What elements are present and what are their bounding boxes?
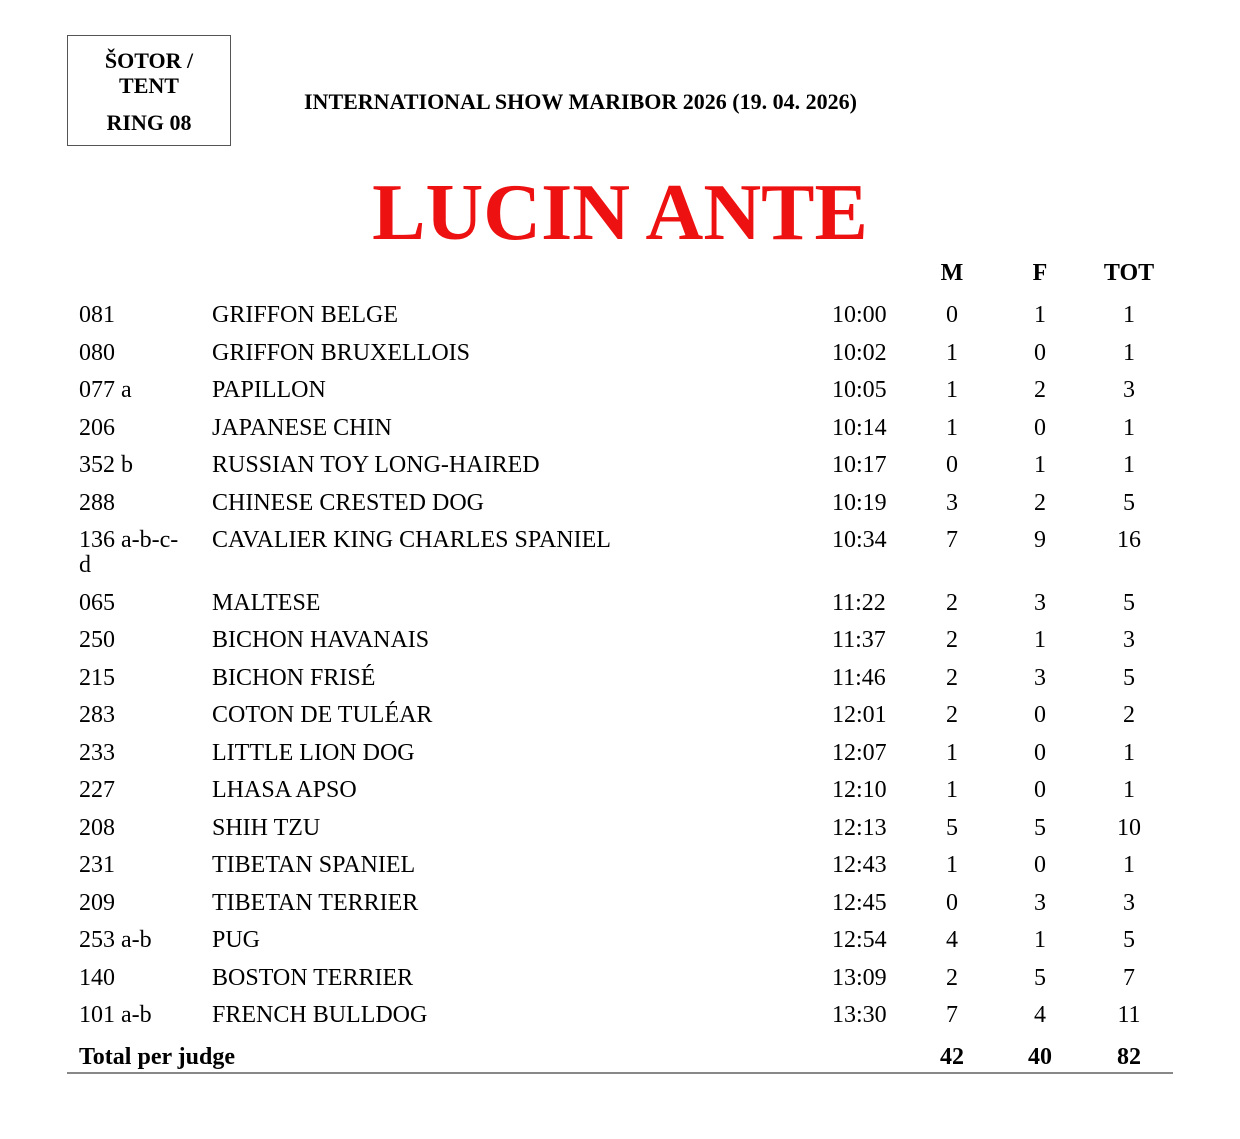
- breed-number: 077 a: [79, 377, 132, 403]
- judging-time: 12:54: [832, 927, 887, 953]
- total-count: 1: [1123, 302, 1135, 328]
- females-count: 1: [1034, 452, 1046, 478]
- breed-name: JAPANESE CHIN: [212, 415, 392, 441]
- show-title: INTERNATIONAL SHOW MARIBOR 2026 (19. 04. 2026): [304, 89, 857, 114]
- breed-number: 250: [79, 627, 115, 653]
- column-header-females: F: [1032, 260, 1048, 286]
- judging-time: 11:37: [832, 627, 886, 653]
- breed-name: GRIFFON BELGE: [212, 302, 399, 328]
- breed-name: BICHON FRISÉ: [212, 665, 376, 691]
- breed-number: 081: [79, 302, 115, 328]
- ring-box-tent-label: ŠOTOR /: [104, 48, 194, 73]
- breed-name: RUSSIAN TOY LONG-HAIRED: [212, 452, 540, 478]
- breed-name: PUG: [212, 927, 261, 953]
- females-count: 0: [1034, 740, 1046, 766]
- males-count: 5: [946, 815, 958, 841]
- judging-time: 12:10: [832, 777, 887, 803]
- breed-number: 101 a-b: [79, 1002, 152, 1028]
- column-header-total: TOT: [1103, 260, 1155, 286]
- males-count: 1: [946, 852, 958, 878]
- breed-number: 215: [79, 665, 115, 691]
- total-count: 11: [1117, 1002, 1141, 1028]
- females-count: 2: [1034, 490, 1046, 516]
- breed-name: TIBETAN SPANIEL: [212, 852, 416, 878]
- total-count: 1: [1123, 740, 1135, 766]
- total-count: 1: [1123, 452, 1135, 478]
- total-count: 5: [1123, 590, 1135, 616]
- ring-box-tent-label-en: TENT: [119, 73, 179, 98]
- judging-time: 10:02: [832, 340, 887, 366]
- breed-number: 209: [79, 890, 115, 916]
- judging-time: 10:34: [832, 527, 887, 553]
- total-count: 1: [1123, 340, 1135, 366]
- total-count: 3: [1123, 627, 1135, 653]
- breed-name: BICHON HAVANAIS: [212, 627, 430, 653]
- judging-time: 10:00: [832, 302, 887, 328]
- judging-time: 12:43: [832, 852, 887, 878]
- total-label: Total per judge: [79, 1044, 236, 1070]
- males-count: 2: [946, 627, 958, 653]
- total-count: 16: [1117, 527, 1141, 553]
- breed-name: GRIFFON BRUXELLOIS: [212, 340, 471, 366]
- breed-name: COTON DE TULÉAR: [212, 702, 433, 728]
- females-count: 5: [1034, 965, 1046, 991]
- breed-name: CAVALIER KING CHARLES SPANIEL: [212, 527, 611, 553]
- males-count: 2: [946, 665, 958, 691]
- total-count: 10: [1117, 815, 1141, 841]
- males-count: 0: [946, 302, 958, 328]
- total-count: 5: [1123, 665, 1135, 691]
- judging-time: 12:07: [832, 740, 887, 766]
- breed-name: PAPILLON: [212, 377, 326, 403]
- males-count: 2: [946, 590, 958, 616]
- breed-number: 208: [79, 815, 115, 841]
- females-count: 1: [1034, 627, 1046, 653]
- judge-name: LUCIN ANTE: [372, 169, 868, 257]
- judging-time: 10:19: [832, 490, 887, 516]
- breed-number: 140: [79, 965, 115, 991]
- females-count: 3: [1034, 590, 1046, 616]
- breed-number: 065: [79, 590, 115, 616]
- females-count: 0: [1034, 702, 1046, 728]
- total-count: 3: [1123, 890, 1135, 916]
- breed-number: 227: [79, 777, 115, 803]
- breed-number: 352 b: [79, 452, 133, 478]
- judging-time: 13:30: [832, 1002, 887, 1028]
- breed-number: 231: [79, 852, 115, 878]
- column-header-males: M: [940, 260, 964, 286]
- total-females: 40: [1028, 1044, 1052, 1070]
- males-count: 4: [946, 927, 958, 953]
- judging-time: 10:17: [832, 452, 887, 478]
- judging-time: 12:13: [832, 815, 887, 841]
- males-count: 1: [946, 340, 958, 366]
- total-count: 1: [1123, 415, 1135, 441]
- judging-time: 12:01: [832, 702, 887, 728]
- breed-name: BOSTON TERRIER: [212, 965, 414, 991]
- judging-time: 13:09: [832, 965, 887, 991]
- total-all: 82: [1117, 1044, 1141, 1070]
- breed-number: 080: [79, 340, 115, 366]
- breed-number: 288: [79, 490, 115, 516]
- judging-time: 10:14: [832, 415, 887, 441]
- males-count: 0: [946, 890, 958, 916]
- males-count: 1: [946, 777, 958, 803]
- females-count: 5: [1034, 815, 1046, 841]
- males-count: 7: [946, 527, 958, 553]
- females-count: 1: [1034, 302, 1046, 328]
- females-count: 0: [1034, 777, 1046, 803]
- total-count: 7: [1123, 965, 1135, 991]
- breed-name: LHASA APSO: [212, 777, 357, 803]
- females-count: 9: [1034, 527, 1046, 553]
- breed-name: CHINESE CRESTED DOG: [212, 490, 485, 516]
- total-count: 3: [1123, 377, 1135, 403]
- judging-time: 11:46: [832, 665, 886, 691]
- females-count: 1: [1034, 927, 1046, 953]
- total-count: 5: [1123, 490, 1135, 516]
- judging-time: 11:22: [832, 590, 886, 616]
- females-count: 0: [1034, 415, 1046, 441]
- breed-number: 253 a-b: [79, 927, 152, 953]
- total-count: 2: [1123, 702, 1135, 728]
- males-count: 2: [946, 965, 958, 991]
- breed-name: MALTESE: [212, 590, 321, 616]
- ring-box: [67, 35, 231, 146]
- breed-number: 283: [79, 702, 115, 728]
- judging-time: 10:05: [832, 377, 887, 403]
- females-count: 0: [1034, 340, 1046, 366]
- breed-number: 206: [79, 415, 115, 441]
- breed-name: LITTLE LION DOG: [212, 740, 415, 766]
- breed-number: 233: [79, 740, 115, 766]
- total-count: 5: [1123, 927, 1135, 953]
- total-count: 1: [1123, 852, 1135, 878]
- females-count: 3: [1034, 890, 1046, 916]
- males-count: 7: [946, 1002, 958, 1028]
- females-count: 2: [1034, 377, 1046, 403]
- total-count: 1: [1123, 777, 1135, 803]
- breed-name: FRENCH BULLDOG: [212, 1002, 428, 1028]
- males-count: 0: [946, 452, 958, 478]
- males-count: 1: [946, 377, 958, 403]
- breed-number: 136 a-b-c-d: [79, 527, 179, 578]
- breed-name: SHIH TZU: [212, 815, 321, 841]
- females-count: 0: [1034, 852, 1046, 878]
- females-count: 4: [1034, 1002, 1046, 1028]
- males-count: 2: [946, 702, 958, 728]
- males-count: 1: [946, 740, 958, 766]
- judging-time: 12:45: [832, 890, 887, 916]
- females-count: 3: [1034, 665, 1046, 691]
- males-count: 1: [946, 415, 958, 441]
- breed-name: TIBETAN TERRIER: [212, 890, 419, 916]
- total-males: 42: [940, 1044, 964, 1070]
- total-divider: [67, 1072, 1173, 1074]
- ring-box-ring-number: RING 08: [106, 110, 192, 135]
- males-count: 3: [946, 490, 958, 516]
